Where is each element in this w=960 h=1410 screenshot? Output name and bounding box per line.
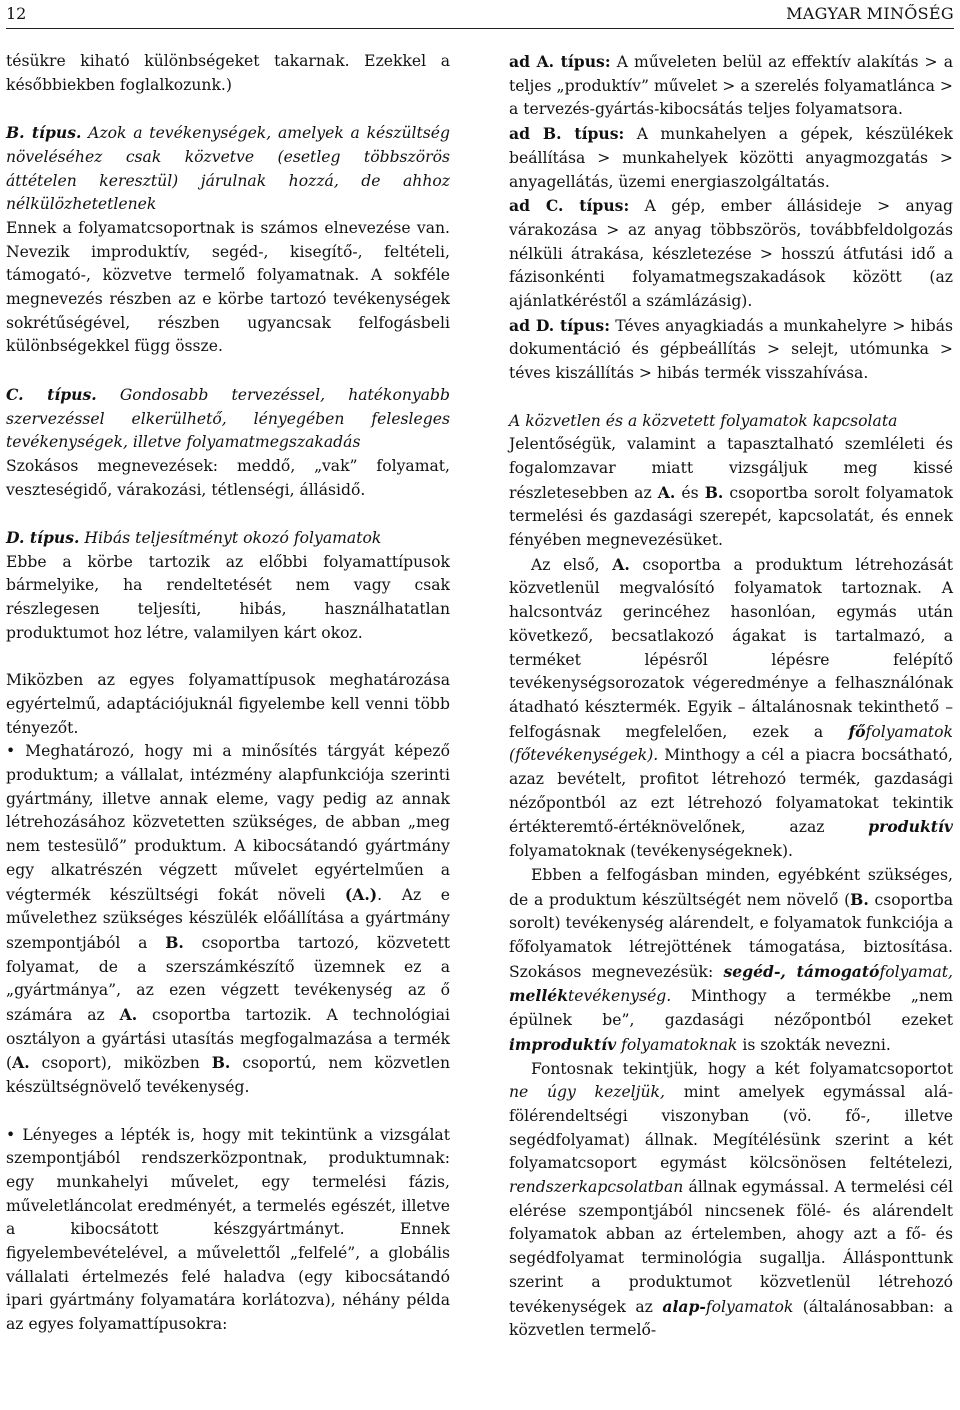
- ad-d-label: ad D. típus:: [509, 315, 610, 335]
- ad-b-label: ad B. típus:: [509, 124, 625, 144]
- type-b-definition: Azok a tevékenységek, amelyek a készültség növeléséhez csak közvetve (esetleg többszörös áttételen keresztül) járulnak hozzá, de ahhoz nélkülözhetetlenek: [6, 124, 450, 214]
- type-b-paragraph: [6, 121, 450, 359]
- section-heading: A közvetlen és a közvetett folyamatok kapcsolata: [509, 411, 898, 430]
- bullet-item-scale: • Lényeges a lépték is, hogy mit tekintünk a vizsgálat szempontjából rendszerközpontnak, produktumnak: egy munkahelyi művelet, egy termelési fázis, műveletláncolat eredményét, a termelés egészét, illetve a kibocsátott készgyártmányt. Ennek figyelembevételével, a művelettől „felfelé”, a globális vállalati értelmezés felé haladva (egy kibocsátandó ipari gyártmány folyamatára korlátozva), néhány példa az egyes folyamattípusokra:: [6, 1125, 450, 1334]
- header-rule: [6, 28, 954, 29]
- factors-paragraph: Miközben az egyes folyamattípusok meghatározása egyértelmű, adaptációjuknál figyelembe kell venni több tényezőt.: [6, 671, 450, 737]
- bullet-icon: •: [6, 742, 26, 761]
- ad-a-paragraph: ad A. típus: A műveleten belül az effektív alakítás > a teljes „produktív” művelet > a szerelés folyamatlánca > a tervezés-gyártás-kibocsátás teljes folyamatsora.: [509, 52, 954, 119]
- type-d-paragraph: [6, 526, 450, 646]
- type-b-label: B. típus.: [6, 123, 82, 143]
- type-d-text: Ebbe a körbe tartozik az előbbi folyamattípusok bármelyike, ha rendeltetését nem vagy csak részlegesen teljesíti, hibás, használhatatlan produktumot hoz létre, valamilyen kárt okoz.: [6, 552, 450, 642]
- journal-title: MAGYAR MINŐSÉG: [786, 4, 954, 23]
- ad-c-label: ad C. típus:: [509, 196, 630, 216]
- ad-b-paragraph: ad B. típus: A munkahelyen a gépek, készülékek beállítása > munkahelyek közötti anyagmozgatás > anyagellátás, üzemi energiaszolgáltatás.: [509, 124, 953, 191]
- type-b-text: Ennek a folyamatcsoportnak is számos elnevezése van. Nevezik improduktív, segéd-, kisegítő-, feltételi, támogató-, közvetve termelő folyamatnak. A sokféle megnevezés részben az e körbe tartozó tevékenységek sokrétűségével, részben ugyancsak felfogásbeli különbségekkel függ össze.: [6, 218, 450, 356]
- type-d-definition: Hibás teljesítményt okozó folyamatok: [79, 529, 382, 548]
- type-c-definition: Gondosabb tervezéssel, hatékonyabb szervezéssel elkerülhető, lényegében felesleges tevékenységek, illetve folyamatmegszakadás: [6, 385, 450, 452]
- section-heading-paragraph: A közvetlen és a közvetett folyamatok kapcsolata Jelentőségük, valamint a tapasztalható szemléleti és fogalomzavar miatt vizsgáljuk meg kissé részletesebben az A. és B. csoportba sorolt folyamatok termelési és gazdasági szerepét, kapcsolatát, és ennek fényében megnevezésüket.: [509, 411, 953, 550]
- type-c-paragraph: [6, 383, 450, 503]
- page-header: [6, 0, 954, 28]
- right-column: [509, 50, 953, 1343]
- ad-d-paragraph: ad D. típus: Téves anyagkiadás a munkahelyre > hibás dokumentáció és gépbeállítás > selejt, utómunka > téves kiszállítás > hibás termék visszahívása.: [509, 315, 953, 383]
- ad-c-paragraph: ad C. típus: A gép, ember állásideje > anyag várakozása > az anyag többszörös, továbbfeldolgozás nélküli átrakása, készletezése > hosszú átfutási idő a fázisonkénti folyamatmegszakadások között (az ajánlatkéréstől a számlázásig).: [509, 196, 953, 311]
- bullet-item-product: • Meghatározó, hogy mi a minősítés tárgyát képező produktum; a vállalat, intézmény alapfunkciója szerinti gyártmány, illetve annak eleme, vagy pedig az annak létrehozásához közvetetten szükséges, de abban „meg nem testesülő” produktum. A kibocsátandó gyártmány egy alkatrészén végzett művelet egyértelműen a végtermék készültségi fokát növeli (A.). Az e művelethez szükséges készülék előállítása a gyártmány szempontjából a B. csoportba tartozó, közvetett folyamat, de a szerszámkészítő üzemnek ez a „gyártmánya”, az ezen végzett tevékenység az ő számára az A. csoportba tartozik. A technológiai osztályon a gyártási utasítás megfogalmazása a termék (A. csoport), miközben B. csoportú, nem közvetlen készültségnövelő tevékenység.: [6, 742, 450, 1097]
- left-column: [6, 50, 450, 1337]
- type-c-text: Szokásos megnevezések: meddő, „vak” folyamat, veszteségidő, várakozási, tétlenségi, állásidő.: [6, 456, 450, 499]
- paragraph-a-group: Az első, A. csoportba a produktum létrehozását közvetlenül megvalósító folyamatok tartoznak. A halcsontváz gerincéhez hasonlóan, egymás után következő, becsatlakozó ágakat is tartalmazó, a terméket lépésről lépésre felépítő tevékenységsorozatok végeredménye a felhasználónak átadható késztermék. Egyik – általánosnak tekinthető – felfogásnak megfelelően, ezek a főfolyamatok (főtevékenységek). Minthogy a cél a piacra bocsátható, azaz bevételt, profitot létrehozó termék, gazdasági nézőpontból az ezt létrehozó folyamatokat tekintik értékteremtő-értéknövelőnek, azaz produktív folyamatoknak (tevékenységeknek).: [509, 554, 953, 861]
- bullet-icon: •: [6, 1125, 23, 1144]
- ad-a-label: ad A. típus:: [509, 52, 611, 71]
- paragraph-relationship: Fontosnak tekintjük, hogy a két folyamatcsoportot ne úgy kezeljük, mint amelyek egymással alá-fölérendeltségi viszonyban (vö. fő-, illetve segédfolyamat) állnak. Megítélésünk szerint a két folyamatcsoport egymást kölcsönösen feltételezi, rendszerkapcsolatban állnak egymással. A termelési cél elérése szempontjából nincsenek fölé- és alárendelt folyamatok abban az értelemben, ahogy azt a fő- és segédfolyamat terminológia sugallja. Állásponttunk szerint a produktumot közvetlenül létrehozó tevékenységek az alap-folyamatok (általánosabban: a közvetlen termelő-: [509, 1059, 953, 1340]
- paragraph-intro: tésükre kiható különbségeket takarnak. Ezekkel a későbbiekben foglalkozunk.): [6, 52, 450, 94]
- paragraph-b-group: Ebben a felfogásban minden, egyébként szükséges, de a produktum készültségét nem növelő (B. csoportba sorolt) tevékenység alárendelt, e folyamatok funkciója a főfolyamatok létrejöttének támogatása, biztosítása. Szokásos megnevezésük: segéd-, támogatófolyamat, melléktevékenység. Minthogy a termékbe „nem épülnek be”, gazdasági nézőpontból ezeket improduktív folyamatoknak is szokták nevezni.: [509, 865, 954, 1054]
- page-number: 12: [6, 4, 27, 23]
- type-d-label: D. típus.: [6, 528, 80, 548]
- type-c-label: C. típus.: [6, 384, 97, 404]
